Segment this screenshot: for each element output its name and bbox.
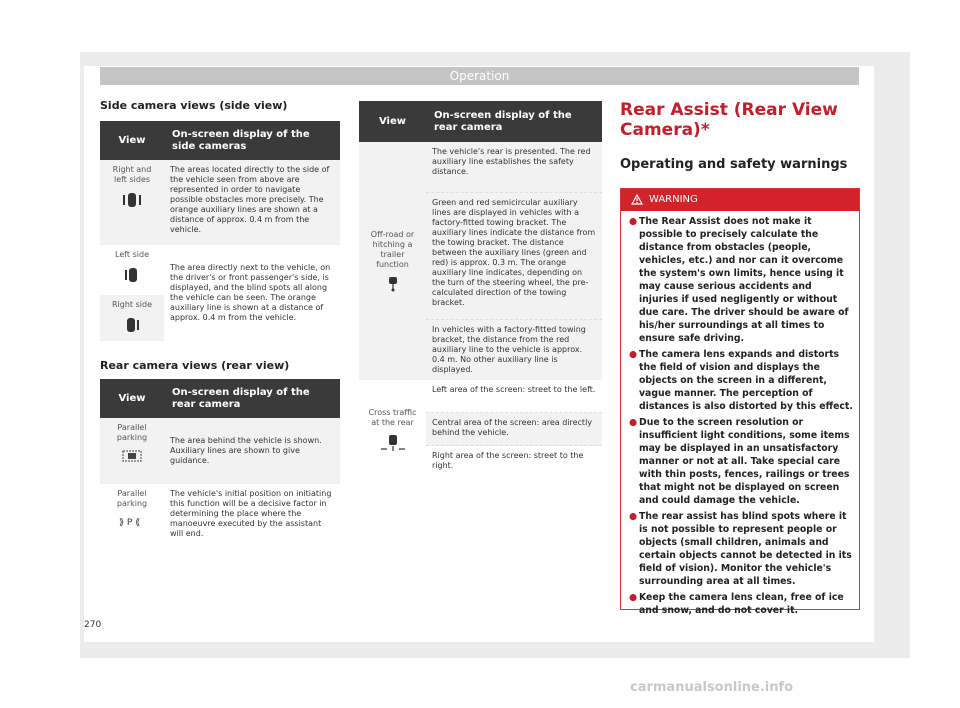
mid-desc-offroad-3: In vehicles with a factory-fitted towing bracket, the distance from the red auxiliary line to the vehicle is approx. 0.4 m. No other auxiliary line is displayed. bbox=[426, 320, 602, 381]
car-top-left-side-icon bbox=[124, 266, 140, 284]
mid-desc-cross-2: Central area of the screen: area directly behind the vehicle. bbox=[426, 413, 602, 446]
view-label: Right and left sides bbox=[112, 165, 152, 184]
page-number: 270 bbox=[84, 620, 102, 630]
bullet-icon: ● bbox=[629, 216, 638, 227]
side-col-display-header: On-screen display of the side cameras bbox=[164, 121, 340, 160]
mid-desc-cross-1: Left area of the screen: street to the left. bbox=[426, 380, 602, 413]
rear-col-display-header: On-screen display of the rear camera bbox=[164, 379, 340, 418]
side-col-view-header: View bbox=[100, 121, 164, 160]
warning-text: Due to the screen resolution or insufficient light conditions, some items may be displayed in an unsatisfactory manner or not at all. Take special care with thin posts, fences, railings or trees that might not be displayed on screen and could damage the vehicle. bbox=[639, 417, 850, 506]
rear-view-parallel-1 bbox=[100, 418, 164, 484]
rear-col-view-header: View bbox=[100, 379, 164, 418]
bullet-icon: ● bbox=[629, 592, 638, 603]
mid-desc-offroad-1: The vehicle's rear is presented. The red auxiliary line establishes the safety distance. bbox=[426, 142, 602, 193]
bullet-icon: ● bbox=[629, 417, 638, 428]
side-desc-both: The areas located directly to the side of the vehicle seen from above are represented in order to navigate possible obstacles more precisely. The orange auxiliary lines are shown at a distance of approx. 0.4 m from the vehicle. bbox=[164, 160, 340, 245]
view-label: Parallel parking bbox=[116, 423, 148, 442]
warning-triangle-icon bbox=[631, 194, 643, 205]
warning-header bbox=[621, 189, 859, 211]
bullet-icon: ● bbox=[629, 349, 638, 360]
rear-camera-table bbox=[100, 379, 340, 562]
watermark: carmanualsonline.info bbox=[630, 680, 794, 695]
table-row bbox=[359, 380, 602, 413]
list-item bbox=[629, 591, 853, 617]
side-view-right bbox=[100, 295, 164, 341]
warning-list bbox=[629, 215, 853, 620]
list-item bbox=[629, 215, 853, 345]
car-top-both-sides-icon bbox=[122, 191, 142, 209]
mid-desc-cross-3: Right area of the screen: street to the right. bbox=[426, 446, 602, 481]
warning-box bbox=[620, 188, 860, 616]
parking-p-icon bbox=[118, 515, 146, 527]
table-row bbox=[100, 484, 340, 562]
side-view-left bbox=[100, 245, 164, 295]
rear-assist-title: Rear Assist (Rear View Camera)* bbox=[620, 100, 838, 140]
cross-traffic-icon bbox=[380, 434, 406, 452]
table-row bbox=[100, 245, 340, 295]
view-label: Left side bbox=[115, 250, 149, 259]
warning-text: The Rear Assist does not make it possible to precisely calculate the distance from obstacles (people, vehicles, etc.) and nor can it overcome the system's own limits, hence using it may cause serious accidents and injuries if used negligently or without due care. The driver should be aware of his/her surroundings at all times to ensure safe driving. bbox=[639, 216, 849, 344]
rear-desc-parallel-2: The vehicle's initial position on initiating this function will be a decisive factor in determining the place where the manoeuvre executed by the assistant will end. bbox=[164, 484, 340, 562]
side-desc-left-right: The area directly next to the vehicle, on the driver's or front passenger's side, is displayed, and the blind spots all along the vehicle can be seen. The orange auxiliary line is shown at a distance of approx. 0.4 m from the vehicle. bbox=[164, 245, 340, 341]
car-top-right-side-icon bbox=[124, 316, 140, 334]
warning-label: WARNING bbox=[649, 194, 698, 205]
list-item bbox=[629, 510, 853, 588]
view-label: Off-road or hitching a trailer function bbox=[370, 230, 415, 269]
mid-view-offroad bbox=[359, 142, 426, 380]
warning-text: Keep the camera lens clean, free of ice and snow, and do not cover it. bbox=[639, 592, 844, 616]
chapter-header: Operation bbox=[100, 67, 859, 85]
side-camera-table bbox=[100, 121, 340, 341]
rear-desc-parallel-1: The area behind the vehicle is shown. Auxiliary lines are shown to give guidance. bbox=[164, 418, 340, 484]
rear-camera-section-title: Rear camera views (rear view) bbox=[100, 359, 290, 372]
warning-text: The camera lens expands and distorts the field of vision and displays the objects on the screen in a different, vague manner. The perception of distances is also distorted by this effect. bbox=[639, 349, 853, 412]
view-label: Right side bbox=[112, 300, 152, 309]
rear-view-parallel-2 bbox=[100, 484, 164, 562]
table-row bbox=[359, 142, 602, 193]
list-item bbox=[629, 348, 853, 413]
mid-col-view-header: View bbox=[359, 101, 426, 142]
parallel-parking-icon bbox=[121, 449, 143, 463]
mid-view-cross-traffic bbox=[359, 380, 426, 480]
table-row bbox=[100, 160, 340, 245]
bullet-icon: ● bbox=[629, 511, 638, 522]
table-row bbox=[100, 418, 340, 484]
warning-text: The rear assist has blind spots where it is not possible to represent people or objects (small children, animals and certain objects cannot be detected in its field of vision). Monitor the vehicle's surrounding area at all times. bbox=[639, 511, 852, 587]
mid-desc-offroad-2: Green and red semicircular auxiliary lines are displayed in vehicles with a factory-fitted towing bracket. The auxiliary lines indicate the distance from the towing bracket. The distance between the auxiliary lines (green and red) is approx. 0.3 m. The orange auxiliary line indicates, depending on the turn of the steering wheel, the pre-calculated direction of the towing bracket. bbox=[426, 193, 602, 320]
mid-col-display-header: On-screen display of the rear camera bbox=[426, 101, 602, 142]
side-camera-section-title: Side camera views (side view) bbox=[100, 99, 288, 112]
side-view-both bbox=[100, 160, 164, 245]
trailer-hitch-icon bbox=[386, 276, 400, 292]
svg-text:⟫ P ⟪: ⟫ P ⟪ bbox=[119, 518, 141, 527]
view-label: Parallel parking bbox=[116, 489, 148, 508]
list-item bbox=[629, 416, 853, 507]
rear-camera-views-table-continued bbox=[359, 101, 602, 480]
rear-assist-subtitle: Operating and safety warnings bbox=[620, 157, 848, 172]
view-label: Cross traffic at the rear bbox=[368, 408, 417, 427]
